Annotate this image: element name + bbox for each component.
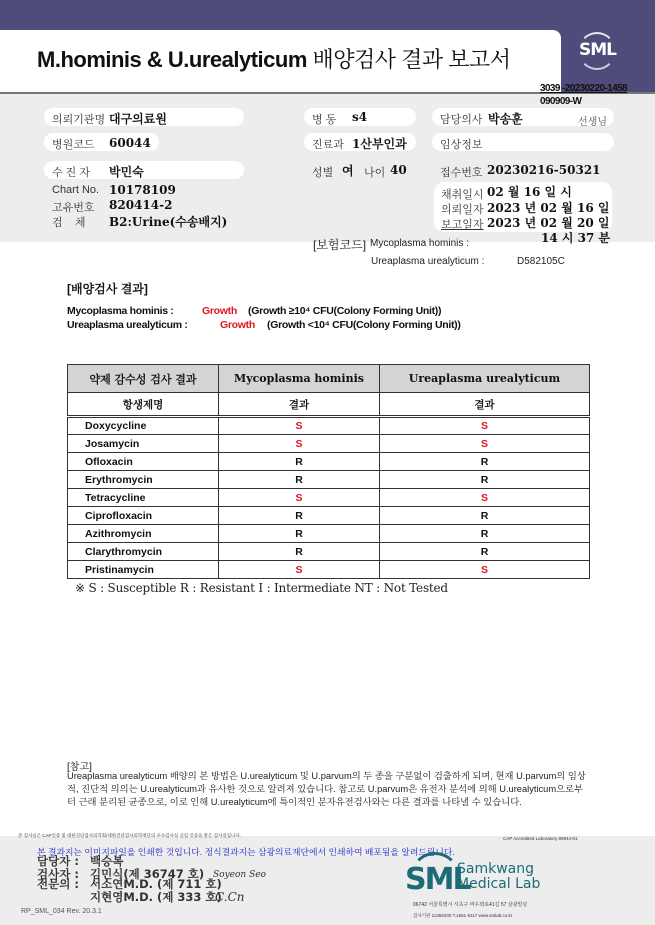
- mh-result: S: [219, 489, 380, 507]
- table-row: [68, 453, 590, 471]
- specimen-label: 검 체: [52, 217, 86, 229]
- result-legend: ※ S : Susceptible R : Resistant I : Intermediate NT : Not Tested: [75, 581, 448, 595]
- document-number-line1: 3039 -20230220-1458: [540, 83, 628, 94]
- insurance-mh-label: Mycoplasma hominis :: [370, 238, 469, 249]
- report-date-label: 보고일자: [441, 219, 484, 231]
- table-row: [68, 471, 590, 489]
- uu-result: S: [380, 435, 590, 453]
- mh-result: R: [219, 543, 380, 561]
- subheader-uu: 결과: [380, 393, 590, 417]
- logo-text: SML: [579, 40, 616, 60]
- lab-contact: 검사기관 11365200 T.1661-5117 www.smlab.co.kr: [413, 913, 513, 918]
- drug-name: Erythromycin: [68, 471, 219, 489]
- unique-no-label: 고유번호: [52, 202, 95, 214]
- chart-no-label: Chart No.: [52, 184, 100, 196]
- report-title-en: M.hominis & U.urealyticum: [37, 47, 307, 72]
- chart-no-value: 10178109: [109, 183, 176, 197]
- culture-result: Growth: [220, 319, 255, 331]
- table-subheader-row: [68, 393, 590, 417]
- receipt-no-label: 접수번호: [440, 167, 483, 179]
- table-header-row: [68, 365, 590, 393]
- header-sensitivity: 약제 감수성 검사 결과: [68, 365, 219, 393]
- institution-label: 의뢰기관명: [52, 114, 106, 126]
- culture-organism: Mycoplasma hominis :: [67, 305, 174, 317]
- report-title-kr: 배양검사 결과 보고서: [312, 47, 511, 72]
- drug-name: Pristinamycin: [68, 561, 219, 579]
- table-row: [68, 561, 590, 579]
- specimen-value: B2:Urine(수송배지): [109, 215, 228, 229]
- request-date-label: 의뢰일자: [441, 204, 484, 216]
- mh-result: R: [219, 507, 380, 525]
- age-value: 40: [390, 163, 407, 177]
- sex-label: 성별: [312, 167, 334, 179]
- table-row: [68, 417, 590, 435]
- lab-name-line2: Medical Lab: [457, 876, 541, 892]
- report-title: [37, 43, 511, 74]
- drug-name: Josamycin: [68, 435, 219, 453]
- doctor-suffix: 선생님: [578, 117, 607, 128]
- table-row: [68, 435, 590, 453]
- report-time-value: 14 시 37 분: [541, 231, 611, 245]
- sensitivity-table: [67, 364, 590, 579]
- culture-result: Growth: [202, 305, 237, 317]
- drug-name: Clarythromycin: [68, 543, 219, 561]
- drug-name: Doxycycline: [68, 417, 219, 435]
- table-row: [68, 507, 590, 525]
- patient-name-label: 수 진 자: [52, 167, 90, 179]
- manager-label: 담당자 :: [37, 854, 79, 868]
- subheader-drug: 항생제명: [68, 393, 219, 417]
- specialist1-value: 서소연M.D. (제 711 호): [90, 877, 222, 891]
- insurance-code-label: [보험코드]: [313, 238, 367, 252]
- drug-name: Azithromycin: [68, 525, 219, 543]
- tester-label: 검사자 :: [37, 867, 79, 881]
- mh-result: S: [219, 435, 380, 453]
- lab-logo-text: SML: [405, 862, 470, 897]
- mh-result: R: [219, 453, 380, 471]
- clinical-info-label: 임상정보: [440, 139, 483, 151]
- uu-result: R: [380, 525, 590, 543]
- collection-date-value: 02 월 16 일 시: [487, 185, 572, 199]
- hospital-code-label: 병원코드: [52, 139, 95, 151]
- sex-value: 여: [342, 164, 354, 178]
- culture-row-mh: [67, 305, 567, 317]
- header-uu: Ureaplasma urealyticum: [380, 365, 590, 393]
- document-number: [540, 82, 627, 108]
- uu-result: R: [380, 471, 590, 489]
- image-print-notice: 본 결과지는 이미지파일을 인쇄한 것입니다. 정식결과지는 삼광의료재단에서 인쇄하여 배포됨을 알려드립니다.: [37, 847, 455, 857]
- uu-result: S: [380, 417, 590, 435]
- department-value: 1산부인과: [352, 137, 407, 151]
- uu-result: R: [380, 543, 590, 561]
- culture-organism: Ureaplasma urealyticum :: [67, 319, 188, 331]
- mh-result: R: [219, 471, 380, 489]
- insurance-uu-value: D582105C: [517, 256, 565, 267]
- accreditation-fine-print: 본 검사실은 CAP인증 및 대한진단검사의학회/대한진단검사의학재단의 우수검사실 신임 인증을 받은 검사실입니다.: [18, 833, 241, 838]
- lab-address: 06742 서울특별시 서초구 바우뫼로41길 57 삼광빌딩: [413, 902, 528, 908]
- specialist2-value: 지현영M.D. (제 333 호): [90, 890, 222, 904]
- ward-value: s4: [352, 110, 368, 124]
- drug-name: Ofloxacin: [68, 453, 219, 471]
- mh-result: S: [219, 417, 380, 435]
- reference-title: [참고]: [67, 762, 92, 773]
- culture-section-title: [배양검사 결과]: [67, 282, 148, 296]
- uu-result: R: [380, 507, 590, 525]
- manager-value: 백승복: [90, 854, 124, 868]
- department-label: 진료과: [312, 139, 344, 151]
- age-label: 나이: [364, 167, 386, 179]
- signature-1: Soyeon Seo: [213, 870, 266, 880]
- institution-value: 대구의료원: [109, 112, 167, 126]
- sml-logo-icon: [573, 30, 623, 70]
- ward-label: 병 동: [312, 114, 337, 126]
- report-date-value: 2023 년 02 월 20 일: [487, 216, 610, 230]
- table-row: [68, 489, 590, 507]
- culture-row-uu: [67, 319, 567, 331]
- cap-accreditation: CAP Accredited Laboratory 89944-01: [503, 836, 578, 841]
- doctor-value: 박송훈: [488, 112, 523, 126]
- drug-name: Ciprofloxacin: [68, 507, 219, 525]
- revision-code: RP_SML_034 Rev. 20.3.1: [21, 908, 102, 915]
- doctor-label: 담당의사: [440, 114, 483, 126]
- reference-text: Ureaplasma urealyticum 배양의 본 방법은 U.urealyticum 및 U.parvum의 두 종을 구분없이 검출하게 되며, 현재 U.parvum의 임상적, 진단적 의의는 U.urealyticum과 유사한 것으로 알려져 있습니다. 참고로 U.parvum은 유전자 분석에 의해 U.urealyticum으로부터 근래 분리된 균종으로, 이로 인해 U.urealyticum에 특이적인 분자유전검사와는 다른 결과를 나타낼 수 있습니다.: [67, 771, 586, 807]
- collection-date-label: 채취일시: [441, 189, 484, 201]
- uu-result: S: [380, 561, 590, 579]
- specialist-label: 전문의 :: [37, 877, 79, 891]
- tester-value: 김민식(제 36747 호): [90, 867, 205, 881]
- document-number-line2: 090909-W: [540, 96, 582, 107]
- subheader-mh: 결과: [219, 393, 380, 417]
- header-mh: Mycoplasma hominis: [219, 365, 380, 393]
- samkwang-logo: [405, 850, 645, 920]
- uu-result: R: [380, 453, 590, 471]
- unique-no-value: 820414-2: [109, 198, 173, 212]
- mh-result: S: [219, 561, 380, 579]
- culture-detail: (Growth <10⁴ CFU(Colony Forming Unit)): [267, 319, 461, 331]
- receipt-no-value: 20230216-50321: [487, 163, 601, 177]
- signature-2: C.Cn: [215, 890, 245, 904]
- mh-result: R: [219, 525, 380, 543]
- insurance-uu-label: Ureaplasma urealyticum :: [371, 256, 485, 267]
- hospital-code-value: 60044: [109, 136, 151, 150]
- request-date-value: 2023 년 02 월 16 일: [487, 201, 610, 215]
- culture-detail: (Growth ≥10⁴ CFU(Colony Forming Unit)): [248, 305, 442, 317]
- lab-name-line1: Samkwang: [457, 861, 534, 877]
- lab-name: [457, 862, 540, 892]
- uu-result: S: [380, 489, 590, 507]
- table-row: [68, 543, 590, 561]
- drug-name: Tetracycline: [68, 489, 219, 507]
- patient-name-value: 박민숙: [109, 165, 144, 179]
- table-row: [68, 525, 590, 543]
